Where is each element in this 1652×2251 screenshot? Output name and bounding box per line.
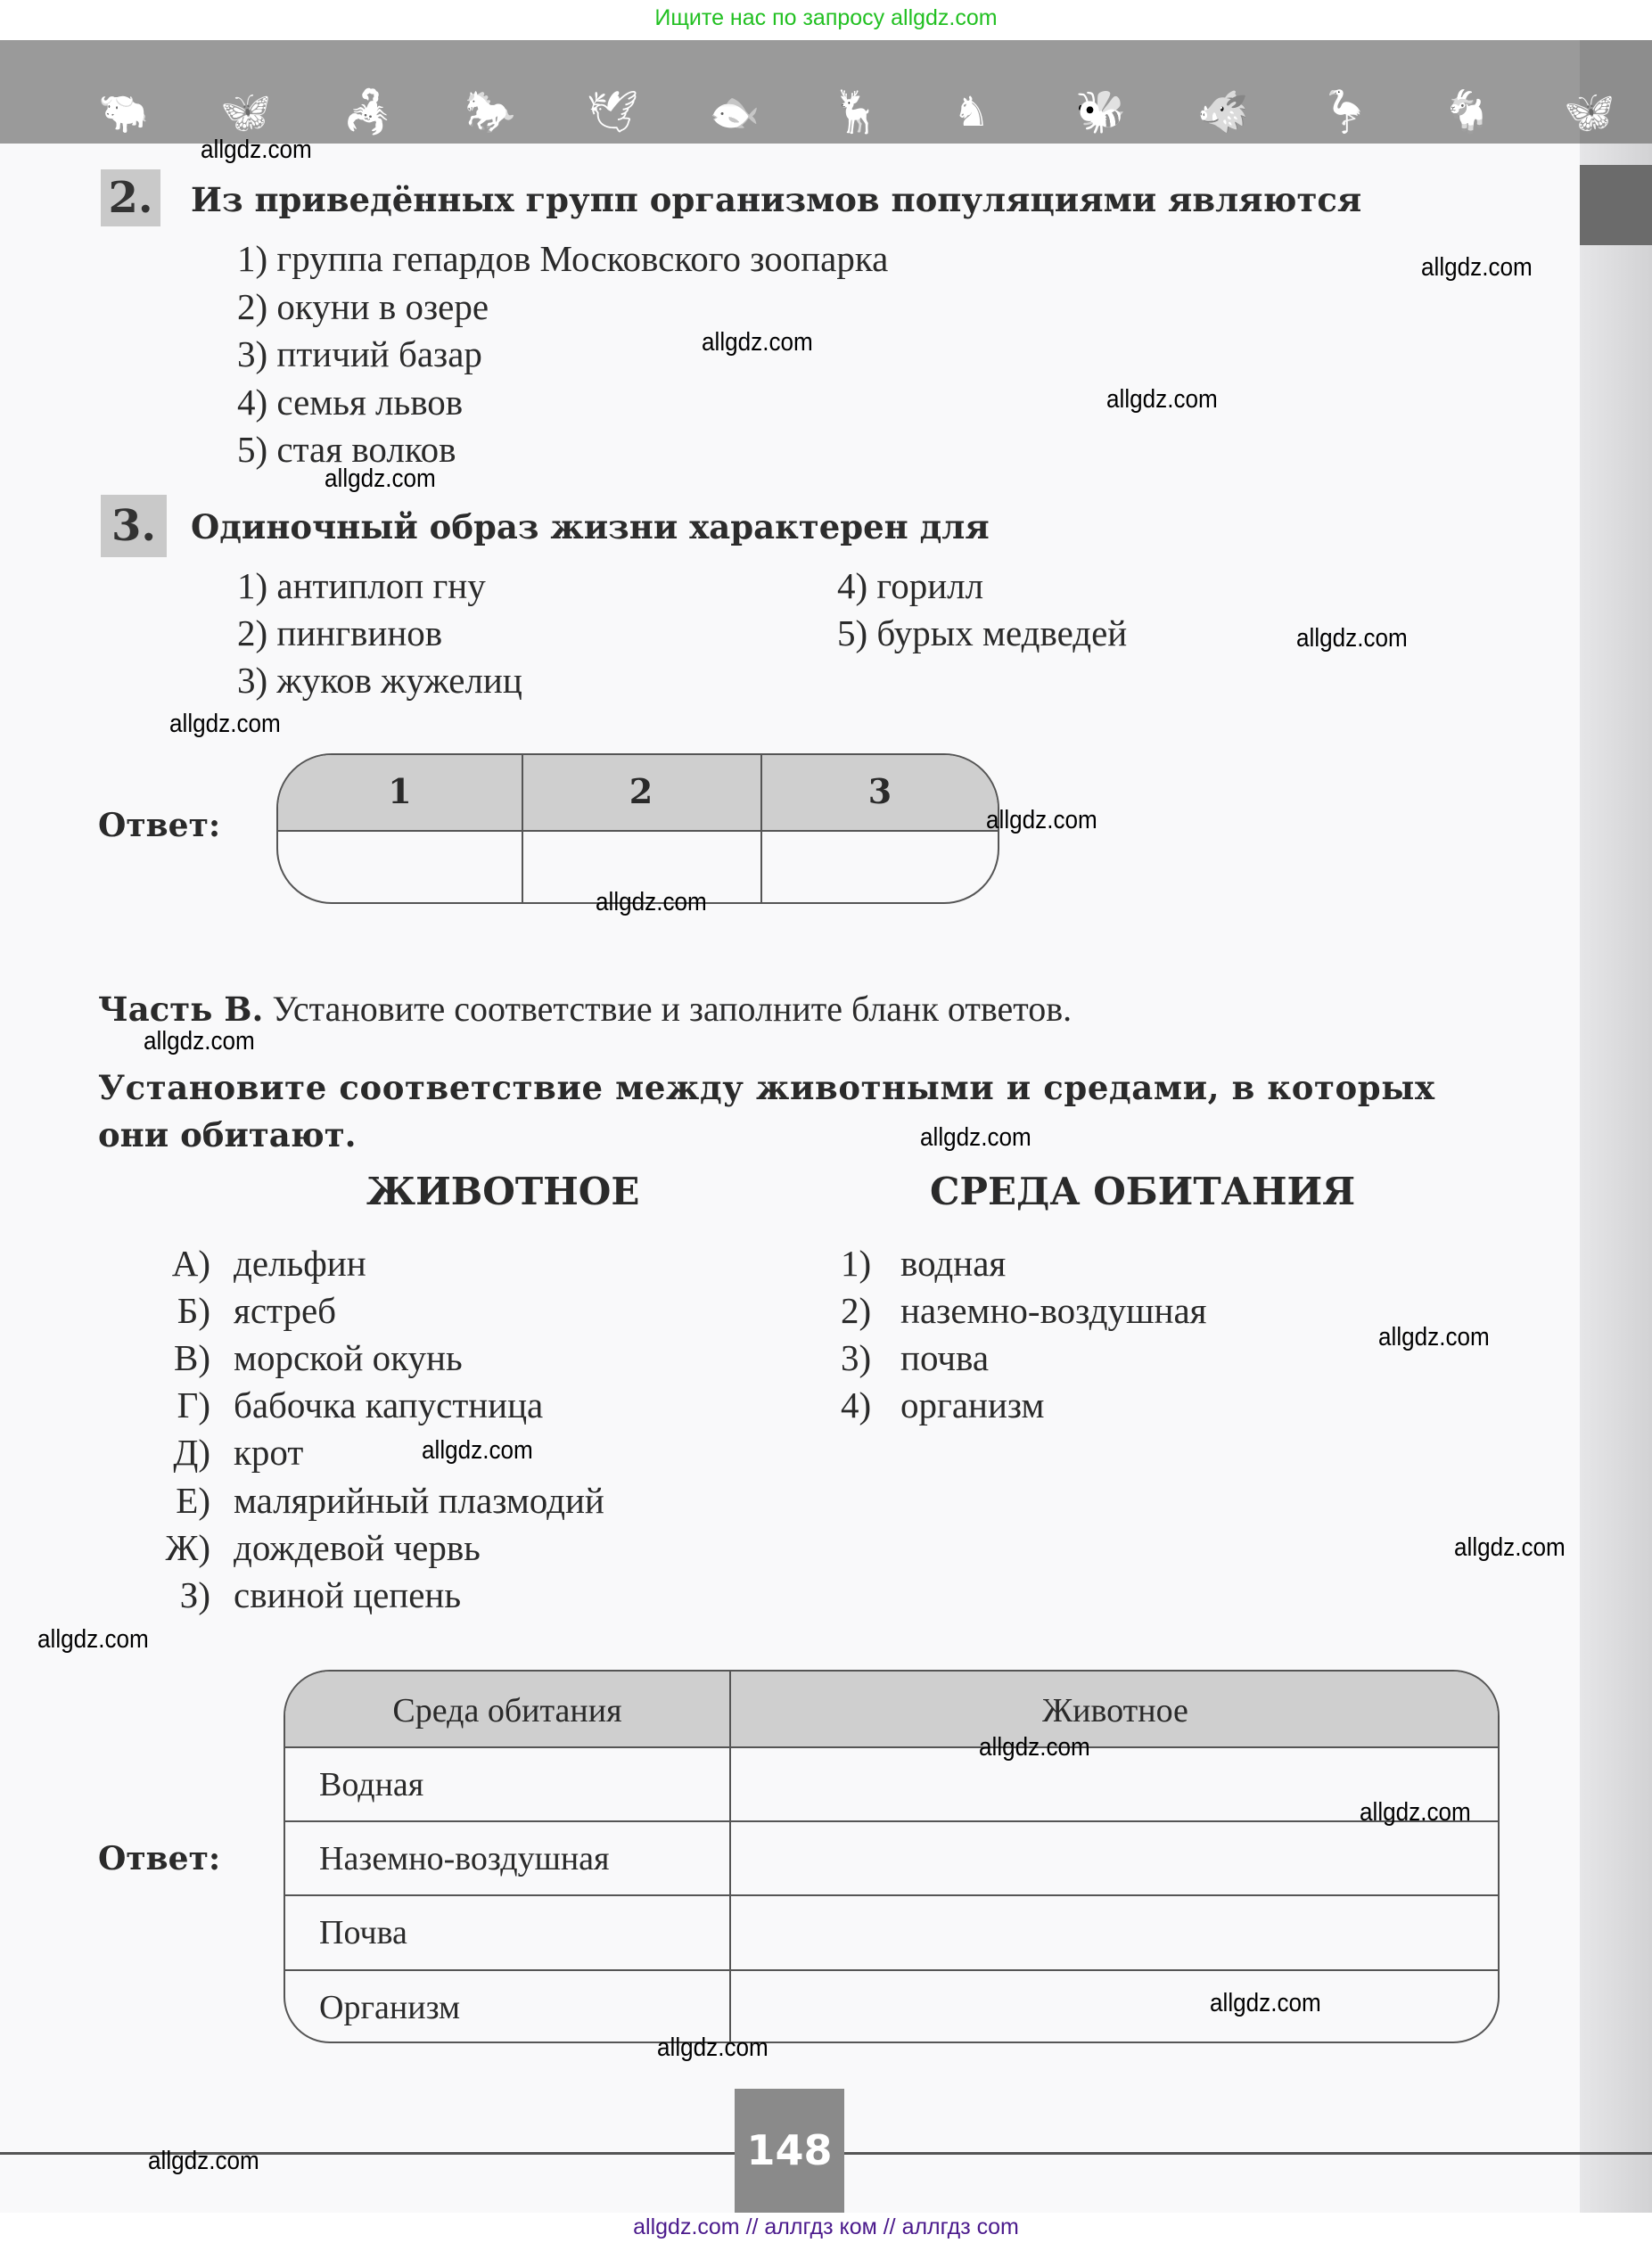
answer-table-part-b	[284, 1670, 1500, 2043]
watermark-text: allgdz.com	[1454, 1533, 1566, 1562]
table-row-label: Почва	[319, 1914, 407, 1951]
part-b-instruction-line-2: они обитают.	[98, 1115, 357, 1154]
part-b-instruction-line-1: Установите соответствие между животными и средами, в которых	[98, 1068, 1435, 1107]
animal-letter: В)	[174, 1337, 210, 1379]
answer-cell-1[interactable]	[278, 832, 522, 904]
watermark-text: allgdz.com	[920, 1123, 1031, 1152]
table-header-animal: Животное	[1042, 1692, 1188, 1729]
seahorse-icon: ♞	[953, 87, 990, 136]
watermark-text: allgdz.com	[1421, 253, 1533, 282]
answer-label-part-b: Ответ:	[98, 1840, 221, 1877]
watermark-text: allgdz.com	[596, 888, 707, 916]
part-b-title-text: Установите соответствие и заполните бланк ответов.	[263, 989, 1073, 1029]
answer-table-q3	[276, 753, 999, 904]
habitat-number: 1)	[841, 1243, 872, 1284]
animal-letter: Б)	[177, 1290, 210, 1332]
animal-name: ястреб	[234, 1290, 337, 1332]
watermark-text: allgdz.com	[37, 1625, 149, 1654]
watermark-text: allgdz.com	[979, 1733, 1090, 1762]
answer-option[interactable]: 2) окуни в озере	[237, 285, 489, 327]
boar-icon: 🐗	[1197, 87, 1249, 136]
watermark-text: allgdz.com	[144, 1027, 255, 1056]
answer-header-3: 3	[867, 771, 892, 811]
answer-option[interactable]: 1) группа гепардов Московского зоопарка	[237, 238, 889, 279]
answer-cell-organism[interactable]	[731, 1971, 1500, 2043]
answer-option[interactable]: 4) семья львов	[237, 381, 464, 423]
question-2-title: Из приведённых групп организмов популяциями являются	[191, 180, 1362, 219]
animal-letter: Г)	[177, 1384, 210, 1426]
butterfly-icon: 🦋	[220, 87, 272, 136]
page-number: 148	[746, 2126, 833, 2174]
table-row-label: Организм	[319, 1989, 461, 2026]
question-number-2: 2.	[101, 169, 160, 226]
watermark-text: allgdz.com	[657, 2033, 768, 2062]
habitat-name: организм	[900, 1384, 1045, 1426]
insect-icon: 🐝	[1075, 87, 1127, 136]
answer-cell-soil[interactable]	[731, 1896, 1500, 1969]
table-row-label: Водная	[319, 1766, 424, 1803]
part-b-title	[98, 988, 1072, 1030]
bison-icon: 🐃	[98, 87, 150, 136]
animal-name: свиной цепень	[234, 1573, 462, 1615]
animal-name: дождевой червь	[234, 1526, 481, 1568]
antelope-icon: 🐐	[1442, 87, 1493, 136]
animal-name: дельфин	[234, 1243, 366, 1284]
animal-letter: А)	[171, 1243, 210, 1284]
watermark-text: allgdz.com	[1210, 1989, 1321, 2017]
part-b-label: Часть В.	[98, 990, 264, 1029]
animal-letter: Д)	[173, 1432, 210, 1474]
question-number-3: 3.	[101, 495, 167, 557]
butterfly-icon: 🦋	[1564, 87, 1615, 136]
animal-letter: Е)	[176, 1479, 210, 1521]
habitat-name: наземно-воздушная	[900, 1290, 1207, 1332]
watermark-text: allgdz.com	[325, 464, 436, 493]
watermark-text: allgdz.com	[169, 710, 281, 738]
page-number-box	[735, 2089, 844, 2213]
watermark-text: allgdz.com	[702, 328, 813, 357]
answer-option[interactable]: 3) птичий базар	[237, 333, 482, 374]
answer-label-q3: Ответ:	[98, 807, 221, 844]
answer-header-2: 2	[629, 771, 653, 811]
animal-name: бабочка капустница	[234, 1384, 544, 1426]
fish-icon: 🐟	[709, 87, 760, 136]
column-header-habitat: СРЕДА ОБИТАНИЯ	[930, 1170, 1356, 1213]
animal-letter: Ж)	[165, 1526, 210, 1568]
crane-icon: 🦩	[1319, 87, 1371, 136]
answer-option[interactable]: 3) жуков жужелиц	[237, 660, 522, 701]
watermark-text: allgdz.com	[148, 2147, 259, 2175]
horse-icon: 🐎	[464, 87, 516, 136]
answer-cell-3[interactable]	[762, 832, 999, 904]
animal-letter: З)	[179, 1573, 210, 1615]
scorpion-icon: 🦂	[342, 87, 394, 136]
question-3-title: Одиночный образ жизни характерен для	[191, 507, 990, 546]
watermark-text: allgdz.com	[1106, 385, 1218, 414]
answer-option[interactable]: 1) антиплоп гну	[237, 565, 486, 606]
watermark-text: allgdz.com	[986, 806, 1097, 834]
animal-name: морской окунь	[234, 1337, 463, 1379]
animal-name: крот	[234, 1432, 304, 1474]
side-tab	[1580, 165, 1652, 245]
watermark-text: allgdz.com	[201, 136, 312, 164]
watermark-text: allgdz.com	[1378, 1323, 1490, 1351]
answer-option[interactable]: 2) пингвинов	[237, 612, 443, 653]
answer-cell-ground-air[interactable]	[731, 1822, 1500, 1894]
bird-icon: 🕊	[587, 87, 639, 136]
bottom-banner-text: allgdz.com // аллгдз ком // аллгдз com	[633, 2214, 1019, 2239]
answer-header-1: 1	[388, 771, 412, 811]
habitat-name: почва	[900, 1337, 990, 1379]
column-header-animal: ЖИВОТНОЕ	[366, 1170, 640, 1213]
habitat-number: 4)	[841, 1384, 872, 1426]
habitat-name: водная	[900, 1243, 1007, 1284]
habitat-number: 3)	[841, 1337, 872, 1379]
deer-icon: 🦌	[831, 87, 883, 136]
habitat-number: 2)	[841, 1290, 872, 1332]
watermark-text: allgdz.com	[422, 1436, 533, 1465]
animal-name: малярийный плазмодий	[234, 1479, 604, 1521]
watermark-text: allgdz.com	[1360, 1798, 1471, 1827]
table-header-habitat: Среда обитания	[392, 1692, 622, 1729]
answer-option[interactable]: 5) стая волков	[237, 429, 456, 470]
watermark-text: allgdz.com	[1296, 624, 1408, 653]
table-row-label: Наземно-воздушная	[319, 1840, 610, 1877]
answer-option[interactable]: 4) горилл	[837, 565, 984, 606]
page-spine-shadow	[1580, 40, 1652, 2213]
answer-option[interactable]: 5) бурых медведей	[837, 612, 1128, 653]
top-banner-text: Ищите нас по запросу allgdz.com	[654, 5, 998, 30]
